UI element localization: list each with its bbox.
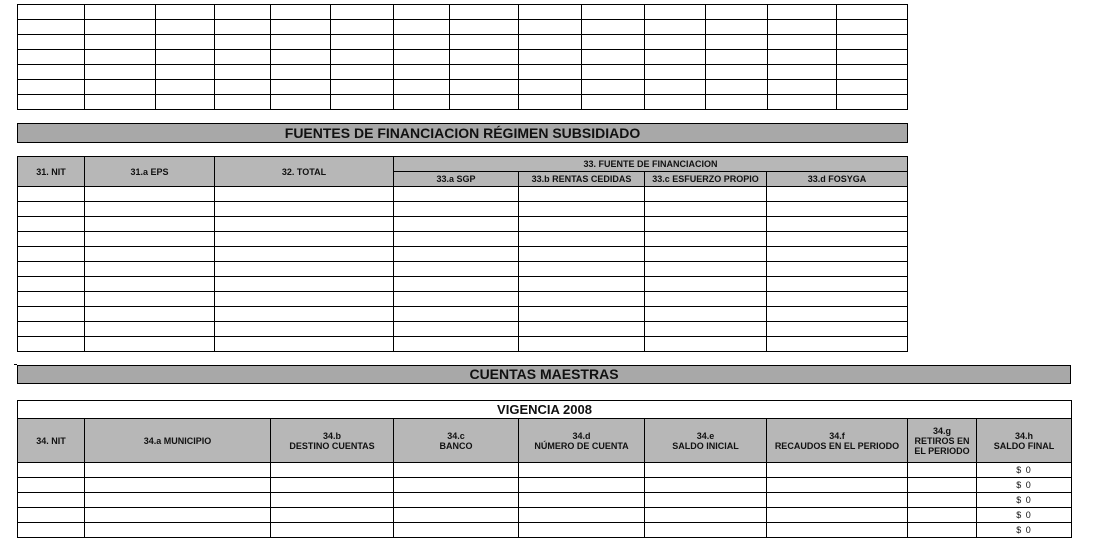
- table-cell: [85, 80, 156, 95]
- table-row: [18, 202, 908, 217]
- table-cell: [331, 20, 394, 35]
- table-cell: [156, 80, 215, 95]
- table-cell: [519, 463, 645, 478]
- table-cell: [85, 262, 215, 277]
- table-cell: [394, 217, 519, 232]
- table-cell: [18, 277, 85, 292]
- table-cell: [85, 247, 215, 262]
- table-cell: [85, 508, 271, 523]
- table-cell: [767, 493, 908, 508]
- table-cell: [271, 35, 331, 50]
- table-cell: [18, 65, 85, 80]
- table-cell: [85, 478, 271, 493]
- table-cell: [85, 65, 156, 80]
- table-cell: [18, 508, 85, 523]
- table-cell: [645, 65, 706, 80]
- table-row: [18, 508, 1072, 523]
- table-cell: [394, 493, 519, 508]
- table-cell: [768, 50, 837, 65]
- table-cell: [331, 80, 394, 95]
- table-cell: [768, 20, 837, 35]
- saldo-final-value: $ 0: [977, 463, 1072, 478]
- table-row: [18, 292, 908, 307]
- table-cell: [767, 523, 908, 538]
- table-cell: [215, 322, 394, 337]
- table-cell: [767, 187, 908, 202]
- saldo-final-value: $ 0: [977, 493, 1072, 508]
- table-cell: [706, 35, 768, 50]
- cm-col-code: 34.h: [1014, 430, 1033, 441]
- table-cell: [271, 65, 331, 80]
- table-cell: [85, 337, 215, 352]
- table-cell: [767, 262, 908, 277]
- table-cell: [519, 202, 645, 217]
- table-cell: [706, 5, 768, 20]
- col-group-fuente: 33. FUENTE DE FINANCIACION: [394, 157, 908, 172]
- col-header-rentas: 33.b RENTAS CEDIDAS: [519, 172, 645, 187]
- table-cell: [645, 508, 767, 523]
- cm-col-label: NÚMERO DE CUENTA: [534, 440, 629, 451]
- table-row: [18, 463, 1072, 478]
- table-row: [18, 307, 908, 322]
- table-cell: [331, 65, 394, 80]
- table-cell: [519, 262, 645, 277]
- table-cell: [582, 20, 645, 35]
- cm-col-code: 34.c: [447, 430, 465, 441]
- table-cell: [394, 95, 450, 110]
- table-cell: [645, 217, 767, 232]
- table-cell: [450, 80, 519, 95]
- table-cell: [908, 523, 977, 538]
- table-cell: [645, 232, 767, 247]
- table-cell: [519, 247, 645, 262]
- cm-col-header: [271, 419, 394, 463]
- cm-col-code: 34.f: [829, 430, 845, 441]
- table-cell: [837, 20, 908, 35]
- table-cell: [394, 202, 519, 217]
- cm-col-header: [519, 419, 645, 463]
- col-header-nit: 31. NIT: [18, 157, 85, 187]
- table-cell: [394, 232, 519, 247]
- table-cell: [85, 217, 215, 232]
- table-cell: [394, 50, 450, 65]
- table-cell: [519, 307, 645, 322]
- table-cell: [519, 337, 645, 352]
- table-cell: [18, 262, 85, 277]
- table-cell: [519, 523, 645, 538]
- table-cell: [85, 292, 215, 307]
- table-cell: [85, 202, 215, 217]
- table-cell: [908, 508, 977, 523]
- table-cell: [271, 50, 331, 65]
- table-row: [18, 65, 908, 80]
- table-cell: [837, 50, 908, 65]
- table-cell: [837, 80, 908, 95]
- col-header-esfuerzo: 33.c ESFUERZO PROPIO: [645, 172, 767, 187]
- table-cell: [768, 65, 837, 80]
- cm-col-code: 34.d: [572, 430, 591, 441]
- table-row: [18, 493, 1072, 508]
- table-cell: [215, 202, 394, 217]
- table-cell: [645, 478, 767, 493]
- top-empty-table: [17, 4, 908, 110]
- table-cell: [645, 5, 706, 20]
- table-cell: [394, 292, 519, 307]
- table-cell: [18, 478, 85, 493]
- table-cell: [394, 5, 450, 20]
- table-cell: [18, 187, 85, 202]
- table-cell: [215, 247, 394, 262]
- table-cell: [837, 5, 908, 20]
- table-cell: [837, 65, 908, 80]
- table-cell: [394, 508, 519, 523]
- table-row: [18, 95, 908, 110]
- table-cell: [394, 247, 519, 262]
- cm-col-label: DESTINO CUENTAS: [289, 440, 375, 451]
- table-cell: [215, 65, 271, 80]
- cm-col-header: [394, 419, 519, 463]
- table-cell: [215, 50, 271, 65]
- table-cell: [519, 187, 645, 202]
- table-cell: [519, 35, 582, 50]
- table-cell: [18, 307, 85, 322]
- table-cell: [519, 50, 582, 65]
- table-cell: [768, 95, 837, 110]
- cm-col-header: [18, 419, 85, 463]
- table-cell: [519, 478, 645, 493]
- table-cell: [85, 523, 271, 538]
- cm-col-label: RECAUDOS EN EL PERIODO: [774, 440, 900, 451]
- table-cell: [18, 95, 85, 110]
- table-cell: [837, 35, 908, 50]
- table-cell: [767, 232, 908, 247]
- table-cell: [85, 232, 215, 247]
- table-cell: [450, 35, 519, 50]
- table-cell: [706, 50, 768, 65]
- table-cell: [156, 20, 215, 35]
- table-row: [18, 478, 1072, 493]
- table-cell: [450, 95, 519, 110]
- table-cell: [18, 35, 85, 50]
- cm-col-code: 34.b: [322, 430, 341, 441]
- table-cell: [767, 217, 908, 232]
- table-cell: [215, 292, 394, 307]
- table-cell: [645, 322, 767, 337]
- table-cell: [582, 5, 645, 20]
- table-cell: [519, 322, 645, 337]
- table-cell: [394, 478, 519, 493]
- cm-col-header: [85, 419, 271, 463]
- table-cell: [519, 217, 645, 232]
- table-row: [18, 337, 908, 352]
- financiacion-table: [17, 156, 908, 352]
- table-cell: [394, 307, 519, 322]
- table-cell: [156, 50, 215, 65]
- table-cell: [85, 5, 156, 20]
- table-cell: [767, 307, 908, 322]
- cm-col-code: 34.a MUNICIPIO: [143, 435, 212, 446]
- cuentas-section-title: CUENTAS MAESTRAS: [17, 365, 1071, 384]
- table-cell: [908, 478, 977, 493]
- table-cell: [215, 232, 394, 247]
- table-cell: [706, 20, 768, 35]
- table-cell: [394, 35, 450, 50]
- table-cell: [18, 463, 85, 478]
- table-cell: [215, 262, 394, 277]
- table-row: [18, 217, 908, 232]
- table-cell: [837, 95, 908, 110]
- table-cell: [645, 493, 767, 508]
- table-cell: [645, 262, 767, 277]
- table-cell: [768, 35, 837, 50]
- table-cell: [394, 463, 519, 478]
- table-cell: [85, 20, 156, 35]
- table-cell: [85, 322, 215, 337]
- table-cell: [519, 493, 645, 508]
- saldo-final-value: $ 0: [977, 478, 1072, 493]
- table-cell: [215, 95, 271, 110]
- table-row: [18, 35, 908, 50]
- cm-col-code: 34. NIT: [36, 435, 66, 446]
- table-cell: [215, 5, 271, 20]
- table-cell: [582, 65, 645, 80]
- table-cell: [394, 262, 519, 277]
- table-cell: [215, 337, 394, 352]
- table-cell: [767, 292, 908, 307]
- table-cell: [519, 5, 582, 20]
- cm-col-label: SALDO FINAL: [993, 440, 1055, 451]
- table-cell: [156, 35, 215, 50]
- table-cell: [645, 337, 767, 352]
- cm-col-label: BANCO: [439, 440, 473, 451]
- table-cell: [450, 50, 519, 65]
- table-cell: [394, 322, 519, 337]
- table-cell: [519, 508, 645, 523]
- table-cell: [18, 217, 85, 232]
- col-header-total: 32. TOTAL: [215, 157, 394, 187]
- cm-col-header: [977, 419, 1072, 463]
- table-row: [18, 523, 1072, 538]
- table-cell: [215, 307, 394, 322]
- table-cell: [645, 202, 767, 217]
- table-cell: [519, 95, 582, 110]
- cm-col-code: 34.g: [932, 425, 951, 436]
- table-cell: [18, 247, 85, 262]
- table-cell: [519, 292, 645, 307]
- cm-col-label: RETIROS EN EL PERIODO: [914, 435, 970, 456]
- table-cell: [18, 20, 85, 35]
- table-cell: [767, 337, 908, 352]
- table-cell: [582, 35, 645, 50]
- table-cell: [85, 50, 156, 65]
- table-cell: [85, 35, 156, 50]
- table-cell: [450, 20, 519, 35]
- table-cell: [331, 95, 394, 110]
- table-cell: [908, 463, 977, 478]
- table-cell: [908, 493, 977, 508]
- table-cell: [18, 202, 85, 217]
- table-cell: [706, 80, 768, 95]
- table-cell: [645, 187, 767, 202]
- table-cell: [582, 80, 645, 95]
- table-row: [18, 322, 908, 337]
- table-row: [18, 247, 908, 262]
- table-cell: [331, 5, 394, 20]
- table-cell: [85, 493, 271, 508]
- table-cell: [706, 65, 768, 80]
- table-cell: [18, 322, 85, 337]
- table-cell: [18, 5, 85, 20]
- table-cell: [450, 5, 519, 20]
- col-header-sgp: 33.a SGP: [394, 172, 519, 187]
- table-cell: [767, 463, 908, 478]
- table-row: [18, 232, 908, 247]
- table-cell: [271, 463, 394, 478]
- table-cell: [706, 95, 768, 110]
- table-cell: [18, 337, 85, 352]
- table-cell: [582, 95, 645, 110]
- table-cell: [85, 463, 271, 478]
- table-row: [18, 20, 908, 35]
- table-cell: [18, 80, 85, 95]
- table-cell: [519, 80, 582, 95]
- table-row: [18, 5, 908, 20]
- table-cell: [394, 187, 519, 202]
- col-header-eps: 31.a EPS: [85, 157, 215, 187]
- table-cell: [767, 508, 908, 523]
- table-cell: [85, 187, 215, 202]
- table-cell: [271, 20, 331, 35]
- saldo-final-value: $ 0: [977, 508, 1072, 523]
- table-row: [18, 262, 908, 277]
- table-cell: [645, 277, 767, 292]
- table-cell: [519, 277, 645, 292]
- cm-col-code: 34.e: [696, 430, 715, 441]
- table-cell: [85, 307, 215, 322]
- table-cell: [645, 292, 767, 307]
- vigencia-title: VIGENCIA 2008: [18, 401, 1072, 419]
- table-cell: [768, 80, 837, 95]
- table-cell: [156, 65, 215, 80]
- table-cell: [394, 65, 450, 80]
- table-cell: [645, 50, 706, 65]
- table-cell: [156, 95, 215, 110]
- saldo-final-value: $ 0: [977, 523, 1072, 538]
- table-cell: [271, 508, 394, 523]
- table-cell: [450, 65, 519, 80]
- table-cell: [271, 95, 331, 110]
- table-cell: [582, 50, 645, 65]
- table-cell: [394, 20, 450, 35]
- table-cell: [271, 5, 331, 20]
- table-cell: [215, 187, 394, 202]
- table-cell: [271, 523, 394, 538]
- table-cell: [215, 217, 394, 232]
- table-cell: [394, 337, 519, 352]
- col-header-fosyga: 33.d FOSYGA: [767, 172, 908, 187]
- table-cell: [18, 232, 85, 247]
- table-cell: [215, 80, 271, 95]
- cm-col-header: [645, 419, 767, 463]
- table-cell: [767, 202, 908, 217]
- table-cell: [645, 35, 706, 50]
- table-cell: [767, 277, 908, 292]
- financiacion-section-title: FUENTES DE FINANCIACION RÉGIMEN SUBSIDIADO: [17, 123, 908, 143]
- table-cell: [215, 20, 271, 35]
- table-cell: [215, 35, 271, 50]
- table-cell: [271, 80, 331, 95]
- table-cell: [645, 20, 706, 35]
- table-cell: [85, 95, 156, 110]
- table-cell: [18, 292, 85, 307]
- table-cell: [156, 5, 215, 20]
- table-cell: [331, 50, 394, 65]
- table-cell: [645, 95, 706, 110]
- table-cell: [768, 5, 837, 20]
- table-row: [18, 187, 908, 202]
- table-row: [18, 80, 908, 95]
- table-row: [18, 50, 908, 65]
- table-cell: [394, 523, 519, 538]
- table-cell: [519, 65, 582, 80]
- table-cell: [394, 277, 519, 292]
- table-cell: [394, 80, 450, 95]
- table-cell: [767, 322, 908, 337]
- table-cell: [18, 493, 85, 508]
- table-cell: [645, 307, 767, 322]
- table-cell: [271, 493, 394, 508]
- table-cell: [18, 523, 85, 538]
- cm-col-label: SALDO INICIAL: [672, 440, 739, 451]
- table-cell: [645, 523, 767, 538]
- table-cell: [645, 80, 706, 95]
- table-cell: [767, 478, 908, 493]
- table-cell: [767, 247, 908, 262]
- table-cell: [519, 232, 645, 247]
- cuentas-maestras-table: [17, 400, 1072, 538]
- table-cell: [215, 277, 394, 292]
- table-cell: [85, 277, 215, 292]
- table-cell: [18, 50, 85, 65]
- table-row: [18, 277, 908, 292]
- cm-col-header: [908, 419, 977, 463]
- table-cell: [271, 478, 394, 493]
- table-cell: [331, 35, 394, 50]
- table-cell: [645, 247, 767, 262]
- table-cell: [645, 463, 767, 478]
- table-cell: [519, 20, 582, 35]
- cm-col-header: [767, 419, 908, 463]
